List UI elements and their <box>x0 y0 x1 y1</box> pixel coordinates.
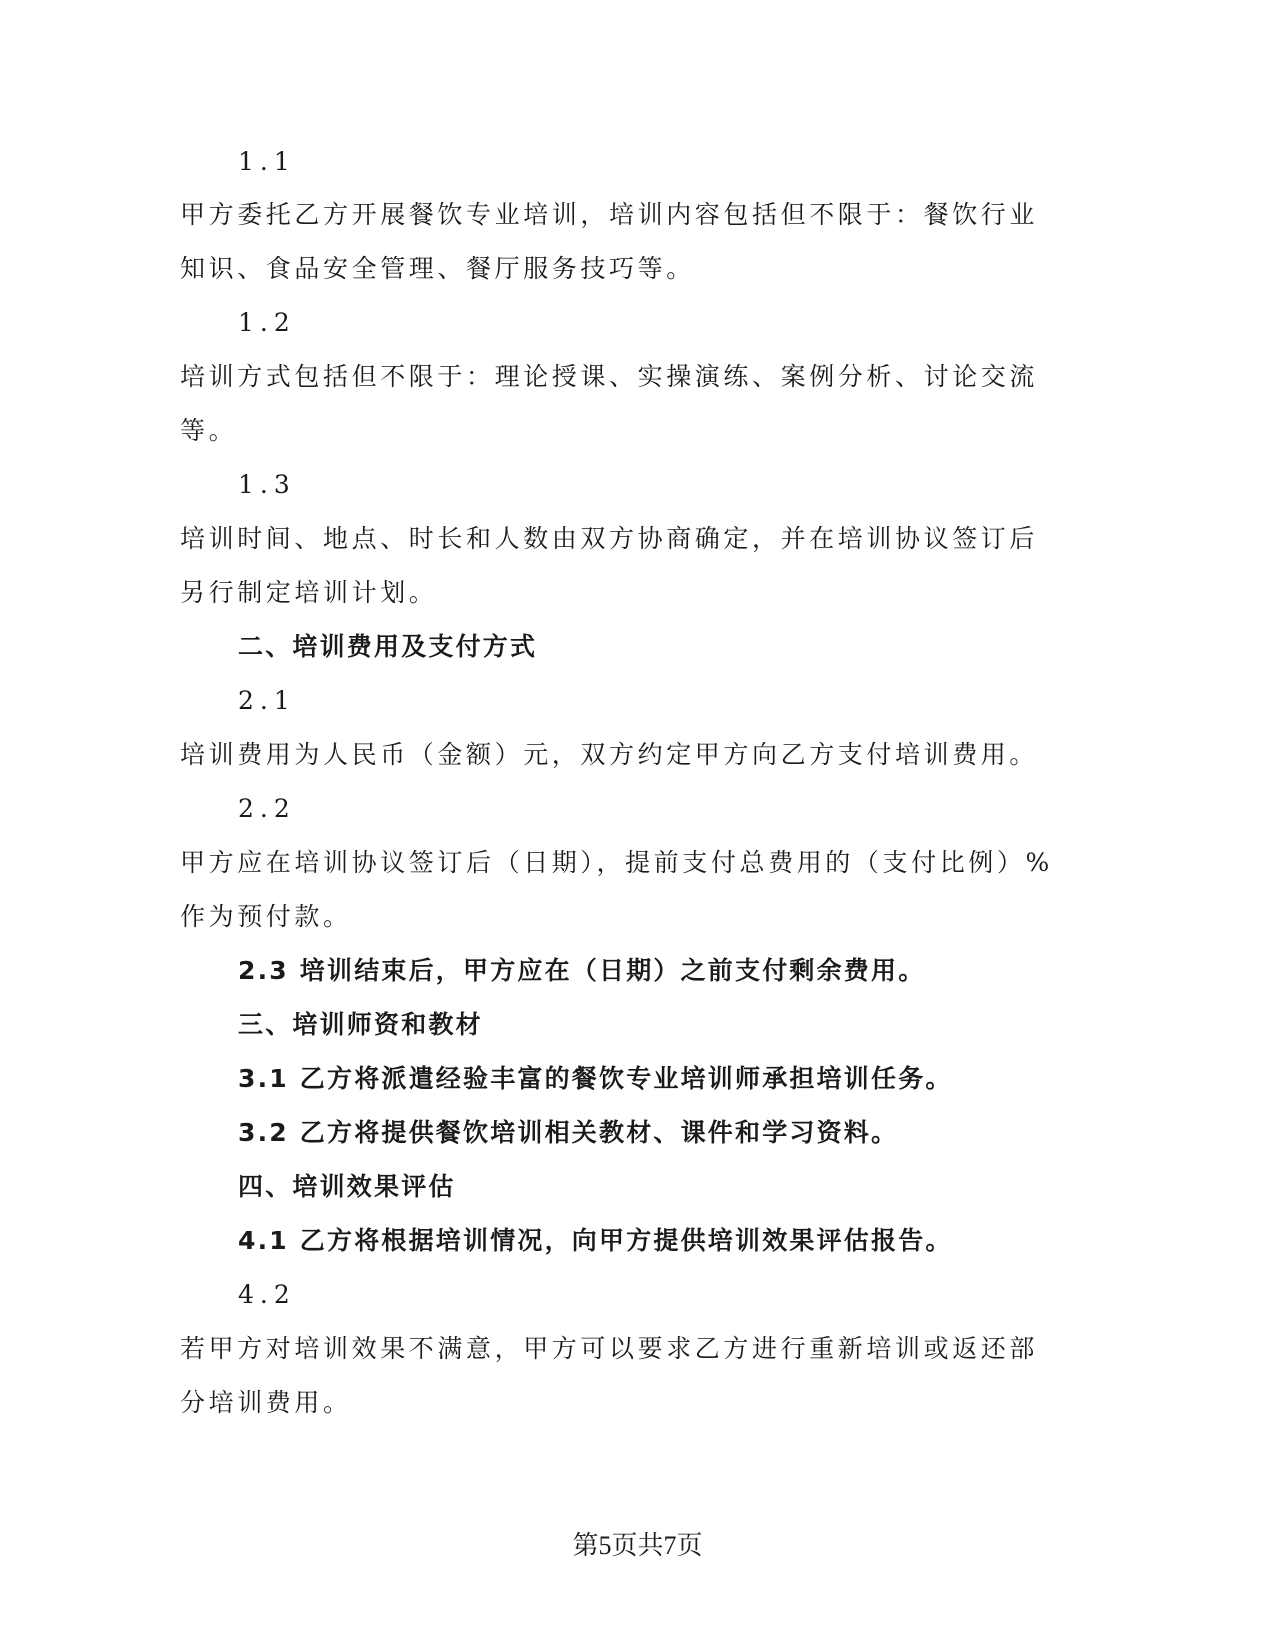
clause-2-3: 2.3 培训结束后，甲方应在（日期）之前支付剩余费用。 <box>238 956 926 985</box>
clause-3-2: 3.2 乙方将提供餐饮培训相关教材、课件和学习资料。 <box>238 1118 899 1147</box>
clause-number-1-2: 1.2 <box>238 308 296 337</box>
clause-1-1-text-line-1: 甲方委托乙方开展餐饮专业培训，培训内容包括但不限于：餐饮行业 <box>180 200 1039 229</box>
section-heading-3: 三、培训师资和教材 <box>238 1010 483 1039</box>
clause-3-1: 3.1 乙方将派遣经验丰富的餐饮专业培训师承担培训任务。 <box>238 1064 953 1093</box>
clause-2-2-text-line-1: 甲方应在培训协议签订后（日期），提前支付总费用的（支付比例）% <box>180 848 1053 877</box>
clause-number-2-1: 2.1 <box>238 686 296 715</box>
clause-number-1-3: 1.3 <box>238 470 296 499</box>
clause-2-2-text-line-2: 作为预付款。 <box>180 902 352 931</box>
clause-1-3-text-line-1: 培训时间、地点、时长和人数由双方协商确定，并在培训协议签订后 <box>180 524 1039 553</box>
clause-1-2-text-line-1: 培训方式包括但不限于：理论授课、实操演练、案例分析、讨论交流 <box>180 362 1039 391</box>
clause-number-4-2: 4.2 <box>238 1280 296 1309</box>
clause-2-1-text: 培训费用为人民币（金额）元，双方约定甲方向乙方支付培训费用。 <box>180 740 1039 769</box>
clause-4-2-text-line-2: 分培训费用。 <box>180 1388 352 1417</box>
clause-1-3-text-line-2: 另行制定培训计划。 <box>180 578 438 607</box>
clause-1-2-text-line-2: 等。 <box>180 416 238 445</box>
section-heading-2: 二、培训费用及支付方式 <box>238 632 538 661</box>
section-heading-4: 四、培训效果评估 <box>238 1172 456 1201</box>
page-indicator: 第5页共7页 <box>572 1531 703 1560</box>
clause-number-1-1: 1.1 <box>238 147 296 176</box>
clause-number-2-2: 2.2 <box>238 794 296 823</box>
clause-4-1: 4.1 乙方将根据培训情况，向甲方提供培训效果评估报告。 <box>238 1226 953 1255</box>
clause-1-1-text-line-2: 知识、食品安全管理、餐厅服务技巧等。 <box>180 254 695 283</box>
clause-4-2-text-line-1: 若甲方对培训效果不满意，甲方可以要求乙方进行重新培训或返还部 <box>180 1334 1039 1363</box>
